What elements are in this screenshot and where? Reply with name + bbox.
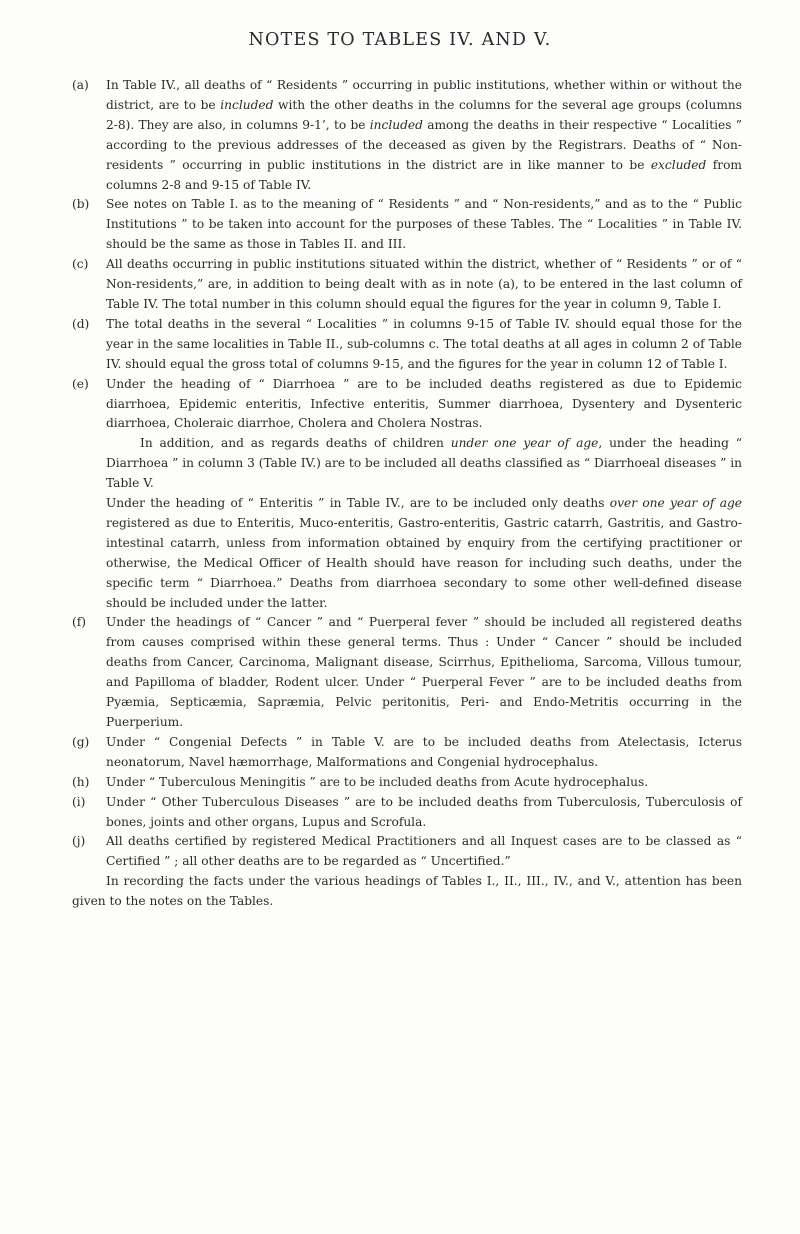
notes-body <box>72 76 742 912</box>
note-text: Under “ Tuberculous Meningitis ” are to be included deaths from Acute hydrocephalus. <box>106 774 649 789</box>
note-c <box>72 255 742 315</box>
note-text: All deaths certified by registered Medical Practitioners and all Inquest cases are to be classed as “ Certified ” ; all other deaths are to be regarded as “ Uncertified.” <box>106 834 742 869</box>
note-a <box>72 76 742 195</box>
note-j <box>72 832 742 872</box>
note-label: (h) <box>72 774 90 789</box>
note-text: The total deaths in the several “ Localities ” in columns 9-15 of Table IV. should equal those for the year in the same localities in Table II., sub-columns c. The total deaths at all ages in column 2 of Table IV. should equal the gross total of columns 9-15, and the figures for the year in column 12 of Table I. <box>106 316 742 371</box>
note-label: (a) <box>72 78 89 92</box>
closing-paragraph: In recording the facts under the various headings of Tables I., II., III., IV., and V., attention has been given to the notes on the Tables. <box>72 874 742 909</box>
note-label: (b) <box>72 197 90 212</box>
emphasis: under one year of age <box>450 436 599 451</box>
text-run: Under the heading of “ Enteritis ” in Table IV., are to be included only deaths <box>106 496 610 511</box>
note-text: Under the headings of “ Cancer ” and “ Puerperal fever ” should be included all registered deaths from causes comprised within these general terms. Thus : Under “ Cancer ” should be included deaths from Cancer, Carcinoma, Malignant disease, Scirrhus, Epithelioma, Sarcoma, Villous tumour, and Papilloma of bladder, Rodent ulcer. Under “ Puerperal Fever ” are to be included deaths from Pyæmia, Septicæmia, Sapræmia, Pelvic peritonitis, Peri- and Endo-Metritis occurring in the Puerperium. <box>106 615 742 729</box>
emphasis: included <box>220 97 274 112</box>
note-i <box>72 793 742 833</box>
note-text: Under “ Other Tuberculous Diseases ” are to be included deaths from Tuberculosis, Tuberculosis of bones, joints and other organs, Lupus and Scrofula. <box>106 794 742 829</box>
note-e <box>72 375 742 435</box>
emphasis: included <box>369 117 423 132</box>
note-text: Under “ Congenial Defects ” in Table V. are to be included deaths from Atelectasis, Icterus neonatorum, Navel hæmorrhage, Malformations and Congenial hydrocephalus. <box>106 734 742 769</box>
note-label: (i) <box>72 794 86 809</box>
note-label: (g) <box>72 734 90 749</box>
note-text: See notes on Table I. as to the meaning of “ Residents ” and “ Non-residents,” and as to the “ Public Institutions ” to be taken into account for the purposes of these Tables. The “ Localities ” in Table IV. should be the same as those in Tables II. and III. <box>106 197 742 252</box>
note-g <box>72 733 742 773</box>
note-label: (e) <box>72 376 89 391</box>
note-f <box>72 613 742 732</box>
page-title: NOTES TO TABLES IV. AND V. <box>248 30 552 50</box>
note-e-paragraph-2 <box>72 434 742 494</box>
emphasis: excluded <box>650 157 707 172</box>
note-text: In Table IV., all deaths of “ Residents ” occurring in public institutions, whether within or without the district, are to be included with the other deaths in the columns for the several age groups (columns 2-8). They are also, in columns 9-1’, to be included among the deaths in their respective “ Localities ” according to the previous addresses of the deceased as given by the Registrars. Deaths of “ Non-residents ” occurring in public institutions in the district are in like manner to be excluded from columns 2-8 and 9-15 of Table IV. <box>106 78 743 192</box>
text-run: In addition, and as regards deaths of children <box>140 436 451 451</box>
note-b <box>72 195 742 255</box>
emphasis: over one year of age <box>609 496 742 511</box>
note-label: (c) <box>72 257 89 272</box>
text-run: registered as due to Enteritis, Muco-enteritis, Gastro-enteritis, Gastric catarrh, Gastritis, and Gastro-intestinal catarrh, unless from information obtained by enquiry from the certifying practitioner or otherwise, the Medical Officer of Health should have reason for including such deaths, under the specific term “ Diarrhoea.” Deaths from diarrhoea secondary to some other well-defined disease should be included under the latter. <box>106 515 742 610</box>
note-label: (f) <box>72 615 87 630</box>
note-d <box>72 315 742 375</box>
note-label: (j) <box>72 834 86 849</box>
note-label: (d) <box>72 316 90 331</box>
note-h <box>72 773 742 793</box>
note-text: Under the heading of “ Diarrhoea ” are to be included deaths registered as due to Epidemic diarrhoea, Epidemic enteritis, Infective enteritis, Summer diarrhoea, Dysentery and Dysenteric diarrhoea, Choleraic diarrhoe, Cholera and Cholera Nostras. <box>106 376 742 431</box>
note-e-paragraph-3 <box>72 494 742 613</box>
note-text: All deaths occurring in public institutions situated within the district, whether of “ Residents ” or of “ Non-residents,” are, in addition to being dealt with as in note (a), to be entered in the last column of Table IV. The total number in this column should equal the figures for the year in column 9, Table I. <box>106 257 742 311</box>
text-run: , under the heading “ Diarrhoea ” in column 3 (Table IV.) are to be included all deaths classified as “ Diarrhoeal diseases ” in Table V. <box>106 436 742 491</box>
